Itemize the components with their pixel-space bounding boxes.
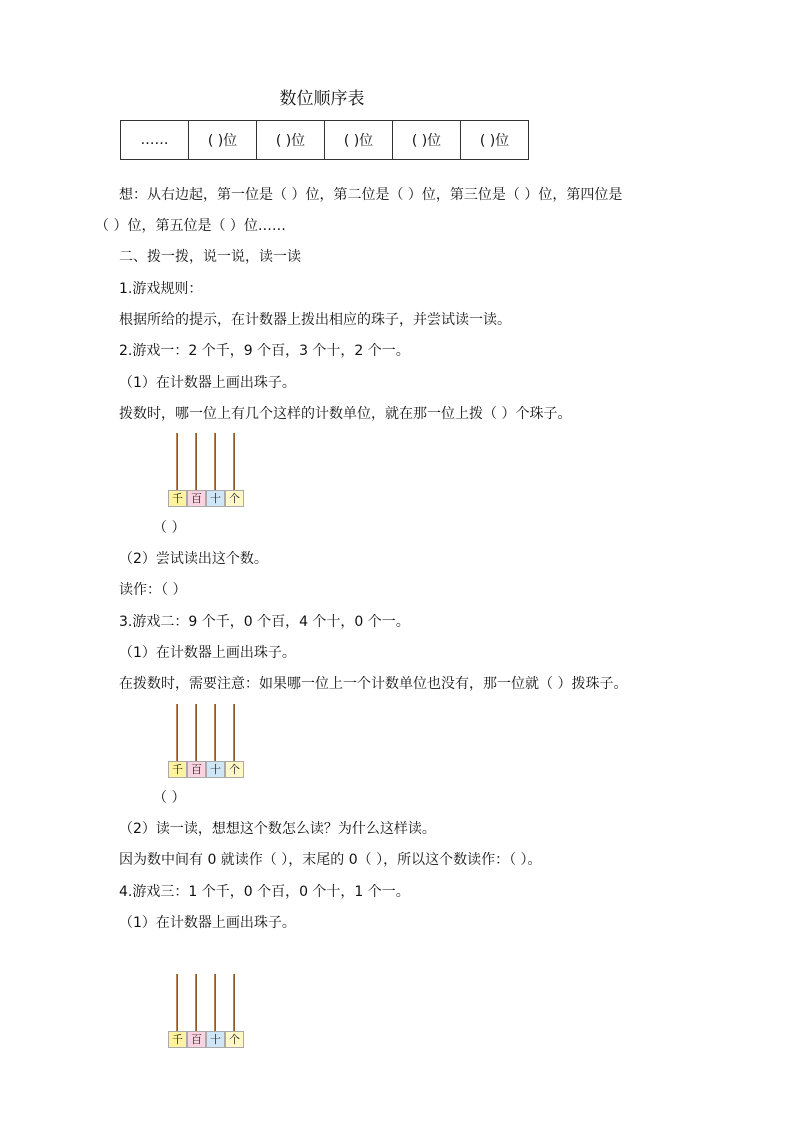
abacus-rod-hundred[interactable] bbox=[195, 704, 197, 762]
game1-tip: 拨数时，哪一位上有几个这样的计数单位，就在那一位上拨（ ）个珠子。 bbox=[119, 406, 572, 422]
abacus-3[interactable] bbox=[168, 974, 246, 1050]
place-cell-blank[interactable]: ( )位 bbox=[393, 121, 461, 160]
abacus-rod-ten[interactable] bbox=[214, 704, 216, 762]
place-cell-blank[interactable]: ( )位 bbox=[257, 121, 325, 160]
abacus-label-hundred: 百 bbox=[187, 761, 206, 778]
place-cell-blank[interactable]: ( )位 bbox=[325, 121, 393, 160]
game1-heading: 2.游戏一：2 个千，9 个百，3 个十，2 个一。 bbox=[119, 343, 410, 359]
abacus-label-one: 个 bbox=[225, 1031, 244, 1048]
abacus-2[interactable] bbox=[168, 704, 246, 780]
think-line-2: （ ）位，第五位是（ ）位…… bbox=[95, 218, 286, 234]
abacus-label-one: 个 bbox=[225, 490, 244, 507]
abacus-label-thousand: 千 bbox=[168, 761, 187, 778]
game1-question-1: （1）在计数器上画出珠子。 bbox=[119, 375, 296, 391]
game2-question-2: （2）读一读，想想这个数怎么读？为什么这样读。 bbox=[119, 821, 436, 837]
abacus-rod-ten[interactable] bbox=[214, 433, 216, 491]
abacus-label-one: 个 bbox=[225, 761, 244, 778]
abacus-rod-one[interactable] bbox=[233, 433, 235, 491]
rules-heading: 1.游戏规则： bbox=[119, 281, 203, 297]
think-line-1: 想：从右边起，第一位是（ ）位，第二位是（ ）位，第三位是（ ）位，第四位是 bbox=[119, 187, 623, 203]
abacus-label-ten: 十 bbox=[206, 1031, 225, 1048]
abacus-1[interactable] bbox=[168, 433, 246, 509]
page-title: 数位顺序表 bbox=[279, 89, 365, 109]
abacus-rod-thousand[interactable] bbox=[176, 704, 178, 762]
abacus-label-thousand: 千 bbox=[168, 1031, 187, 1048]
section-heading: 二、拨一拨，说一说，读一读 bbox=[119, 249, 301, 265]
place-cell-blank[interactable]: ( )位 bbox=[189, 121, 257, 160]
abacus-label-hundred: 百 bbox=[187, 1031, 206, 1048]
game2-question-1: （1）在计数器上画出珠子。 bbox=[119, 645, 296, 661]
game1-read-answer[interactable]: 读作：（ ） bbox=[119, 582, 187, 598]
game3-question-1: （1）在计数器上画出珠子。 bbox=[119, 915, 296, 931]
place-cell-ellipsis: …… bbox=[121, 121, 189, 160]
abacus-1-answer[interactable]: （ ） bbox=[153, 520, 186, 536]
rules-text: 根据所给的提示，在计数器上拨出相应的珠子，并尝试读一读。 bbox=[119, 312, 511, 328]
abacus-rod-thousand[interactable] bbox=[176, 974, 178, 1032]
abacus-rod-hundred[interactable] bbox=[195, 974, 197, 1032]
game3-heading: 4.游戏三：1 个千，0 个百，0 个十，1 个一。 bbox=[119, 884, 410, 900]
place-value-table bbox=[120, 120, 529, 160]
abacus-rod-ten[interactable] bbox=[214, 974, 216, 1032]
abacus-label-ten: 十 bbox=[206, 761, 225, 778]
abacus-2-answer[interactable]: （ ） bbox=[153, 790, 186, 806]
abacus-label-ten: 十 bbox=[206, 490, 225, 507]
game2-reason[interactable]: 因为数中间有 0 就读作（ ），末尾的 0（ ），所以这个数读作：（ ）。 bbox=[119, 852, 542, 868]
game1-question-2: （2）尝试读出这个数。 bbox=[119, 551, 268, 567]
game2-tip: 在拨数时，需要注意：如果哪一位上一个计数单位也没有，那一位就（ ）拨珠子。 bbox=[119, 676, 628, 692]
place-cell-blank[interactable]: ( )位 bbox=[461, 121, 529, 160]
abacus-rod-thousand[interactable] bbox=[176, 433, 178, 491]
abacus-rod-one[interactable] bbox=[233, 704, 235, 762]
abacus-rod-one[interactable] bbox=[233, 974, 235, 1032]
game2-heading: 3.游戏二：9 个千，0 个百，4 个十，0 个一。 bbox=[119, 614, 410, 630]
abacus-label-hundred: 百 bbox=[187, 490, 206, 507]
abacus-label-thousand: 千 bbox=[168, 490, 187, 507]
abacus-rod-hundred[interactable] bbox=[195, 433, 197, 491]
